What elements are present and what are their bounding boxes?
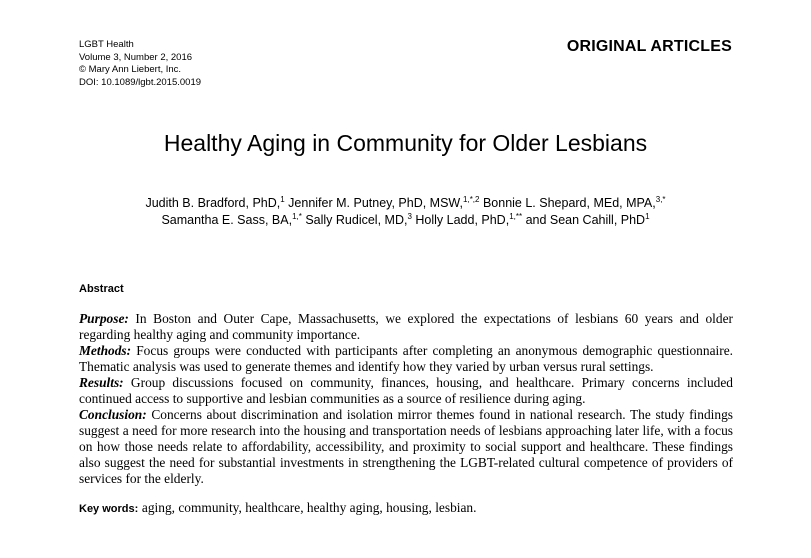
keywords-list: aging, community, healthcare, healthy aging, housing, lesbian. (141, 500, 477, 515)
author-name: Bonnie L. Shepard, MEd, MPA, (479, 196, 656, 210)
abstract-section-text: Concerns about discrimination and isolation mirror themes found in national research. The study findings suggest a need for more research into the housing and transportation needs of lesbians approaching later life, with a focus on how those needs relate to affordability, accessibility, and proximity to social support and healthcare. These findings also suggest the need for substantial investments in strengthening the LGBT-related cultural competence of providers of services for the elderly. (79, 407, 733, 486)
abstract-section-text: Group discussions focused on community, finances, housing, and healthcare. Primary concerns included continued access to supportive and lesbian communities as a source of resilience during aging. (79, 375, 733, 406)
abstract-methods (79, 343, 733, 375)
article-title: Healthy Aging in Community for Older Lesbians (163, 130, 648, 156)
author-name: Holly Ladd, PhD, (411, 213, 510, 227)
journal-copyright: © Mary Ann Liebert, Inc. (79, 64, 182, 75)
journal-volume-issue: Volume 3, Number 2, 2016 (79, 51, 193, 63)
abstract-conclusion (79, 407, 733, 487)
abstract-section-text: In Boston and Outer Cape, Massachusetts, we explored the expectations of lesbians 60 years and older regarding healthy aging and community importance. (79, 311, 733, 342)
author-affiliation: 3,* (655, 195, 666, 204)
abstract-heading: Abstract (79, 283, 124, 295)
author-name: and Sean Cahill, PhD (522, 213, 646, 227)
abstract-body (79, 311, 733, 487)
author-affiliation: 1 (645, 212, 650, 221)
author-affiliation: 1 (280, 195, 285, 204)
abstract-results (79, 375, 733, 407)
abstract-purpose (79, 311, 733, 343)
author-name: Judith B. Bradford, PhD, (145, 196, 281, 210)
abstract-section-label: Methods: (79, 343, 132, 358)
author-affiliation: 3 (407, 212, 412, 221)
keywords (79, 500, 476, 516)
abstract-section-label: Conclusion: (79, 407, 147, 422)
abstract-section-label: Purpose: (79, 311, 129, 326)
author-affiliation: 1,** (509, 212, 523, 221)
author-name: Jennifer M. Putney, PhD, MSW, (284, 196, 464, 210)
author-list (0, 195, 811, 229)
abstract-section-label: Results: (79, 375, 124, 390)
journal-doi: DOI: 10.1089/lgbt.2015.0019 (79, 76, 202, 88)
section-label: ORIGINAL ARTICLES (566, 38, 732, 55)
author-line-2 (0, 212, 811, 229)
journal-meta (79, 39, 201, 89)
author-name: Samantha E. Sass, BA, (161, 213, 293, 227)
journal-name: LGBT Health (79, 39, 134, 50)
author-name: Sally Rudicel, MD, (301, 213, 408, 227)
keywords-label: Key words: (79, 503, 139, 515)
abstract-section-text: Focus groups were conducted with participants after completing an anonymous demographic questionnaire. Thematic analysis was used to generate themes and identify how they varied by urban versus rural settings. (79, 343, 733, 374)
author-affiliation: 1,* (292, 212, 302, 221)
author-line-1 (0, 195, 811, 212)
author-affiliation: 1,*,2 (463, 195, 480, 204)
